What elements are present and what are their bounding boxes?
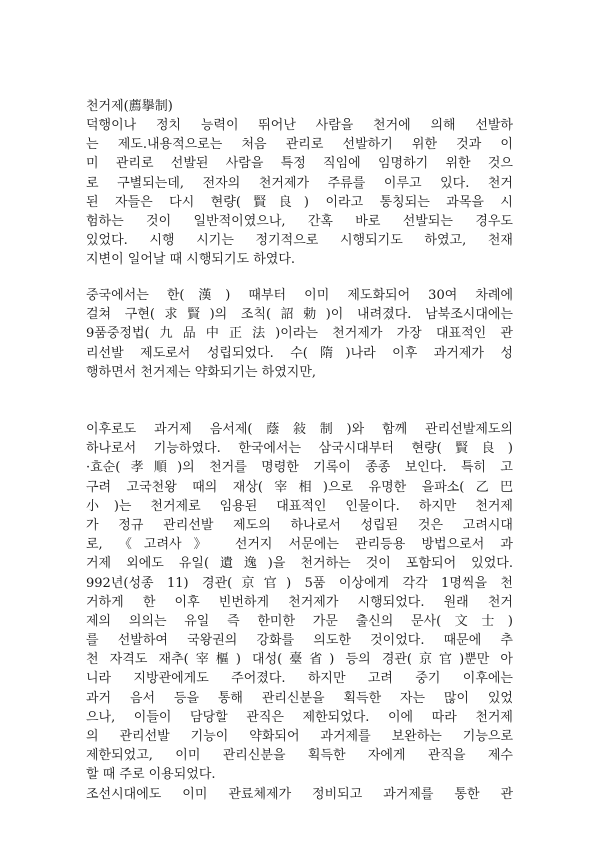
paragraph-2 bbox=[86, 286, 513, 382]
document-title: 천거제(薦擧制) bbox=[86, 99, 173, 114]
paragraph-line: 험하는 것이 일반적이였으나, 간혹 바로 선발되는 경우도 bbox=[86, 213, 513, 229]
paragraph-line: 중국에서는 한(漢) 때부터 이미 제도화되어 30여 차례에 bbox=[86, 288, 513, 303]
paragraph-line: 지변이 일어날 때 시행되기도 하였다. bbox=[86, 252, 296, 268]
paragraph-line: 과거 음서 등을 통해 관리신분을 획득한 자는 많이 있었 bbox=[86, 690, 513, 706]
paragraph-line: 이후로도 과거제 음서제(蔭敍制)와 함께 관리선발제도의 bbox=[86, 422, 513, 437]
paragraph-line: 구려 고국천왕 때의 재상(宰相)으로 유명한 을파소(乙巴 bbox=[86, 479, 513, 495]
paragraph-line: 로 구별되는데, 전자의 천거제가 주류를 이루고 있다. 천거 bbox=[86, 175, 513, 191]
paragraph-line: 리선발 제도로서 성립되었다. 수(隋)나라 이후 과거제가 성 bbox=[86, 345, 513, 361]
paragraph-line: 가 정규 관리선발 제도의 하나로서 성립된 것은 고려시대 bbox=[86, 517, 513, 533]
paragraph-line: 된 자들은 다시 현량(賢良) 이라고 통칭되는 과목을 시 bbox=[86, 194, 513, 210]
paragraph-line: 걸쳐 구현(求賢)의 조칙(詔勅)이 내려졌다. 남북조시대에는 bbox=[86, 307, 513, 323]
paragraph-line: 하나로서 기능하였다. 한국에서는 삼국시대부터 현량(賢良) bbox=[86, 441, 513, 457]
paragraph-line: 992년(성종 11) 경관(京官) 5품 이상에게 각각 1명씩을 천 bbox=[86, 575, 513, 591]
paragraph-line: 는 제도.내용적으로는 처음 관리로 선발하기 위한 것과 이 bbox=[86, 137, 513, 153]
paragraph-line: 9품중정법(九品中正法)이라는 천거제가 가장 대표적인 관 bbox=[86, 326, 513, 342]
paragraph-line: 덕행이나 정치 능력이 뛰어난 사람을 천거에 의해 선발하 bbox=[86, 118, 513, 133]
paragraph-line: ·효순(孝順)의 천거를 명령한 기록이 종종 보인다. 특히 고 bbox=[86, 460, 513, 476]
paragraph-line: 를 선발하여 국왕권의 강화를 의도한 것이었다. 때문에 추 bbox=[86, 633, 513, 649]
paragraph-line: 천 자격도 재추(宰樞) 대성(臺省) 등의 경관(京官)뿐만 아 bbox=[86, 652, 513, 668]
paragraph-line: 할 때 주로 이용되었다. bbox=[86, 767, 216, 783]
paragraph-line: 거하게 한 이후 빈번하게 천거제가 시행되었다. 원래 천거 bbox=[86, 594, 513, 610]
paragraph-line: 제의 의의는 유일 즉 한미한 가문 출신의 문사(文士) bbox=[86, 613, 513, 629]
paragraph-line: 으나, 이들이 담당할 관직은 제한되었다. 이에 따라 천거제 bbox=[86, 709, 513, 725]
document-title-block bbox=[86, 97, 513, 116]
paragraph-line: 로, 《고려사》 선거지 서문에는 관리등용 방법으로서 과 bbox=[86, 537, 513, 553]
paragraph-line: 제한되었고, 이미 관리신분을 획득한 자에게 관직을 제수 bbox=[86, 748, 513, 764]
paragraph-line: 미 관리로 선발된 사람을 특정 직임에 임명하기 위한 것으 bbox=[86, 156, 513, 172]
paragraph-1 bbox=[86, 116, 513, 270]
paragraph-line: 행하면서 천거제는 약화되기는 하였지만, bbox=[86, 364, 317, 380]
paragraph-line: 의 관리선발 기능이 약화되어 과거제를 보완하는 기능으로 bbox=[86, 729, 513, 744]
paragraph-line: 조선시대에도 이미 관료체제가 정비되고 과거제를 통한 관 bbox=[86, 786, 513, 802]
paragraph-3 bbox=[86, 420, 513, 804]
paragraph-line: 거제 외에도 유일(遺逸)을 천거하는 것이 포함되어 있었다. bbox=[86, 556, 513, 572]
paragraph-line: 小)는 천거제로 임용된 대표적인 인물이다. 하지만 천거제 bbox=[86, 498, 513, 514]
paragraph-line: 니라 지방관에게도 주어졌다. 하지만 고려 중기 이후에는 bbox=[86, 671, 513, 687]
paragraph-line: 있었다. 시행 시기는 정기적으로 시행되기도 하였고, 천재 bbox=[86, 233, 513, 249]
